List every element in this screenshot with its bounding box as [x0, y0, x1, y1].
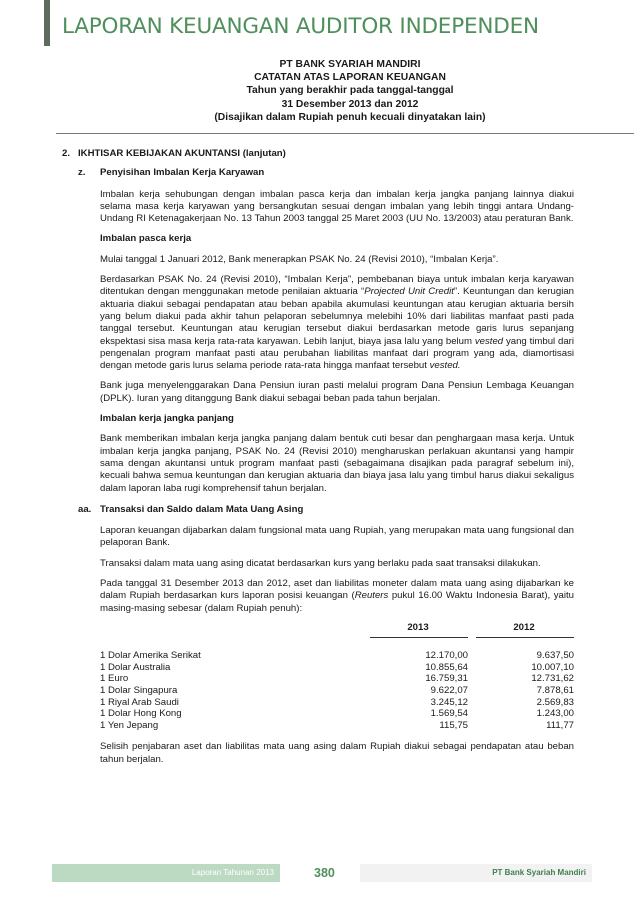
- rate-2013: 10.855,64: [425, 661, 468, 673]
- exchange-rates-table: [100, 650, 574, 731]
- currency-name: 1 Dolar Hong Kong: [100, 708, 182, 720]
- column-header-2013: 2013: [407, 621, 429, 633]
- currency-name: 1 Dolar Amerika Serikat: [100, 650, 201, 662]
- text-run: Berdasarkan PSAK No. 24 (Revisi 2010), “Imbalan Kerja”, pembebanan biaya untuk imbalan kerja karyawan ditentukan dengan menggunakan metode penilaian aktuaria “: [100, 274, 574, 298]
- subsection-letter: aa.: [78, 503, 92, 515]
- currency-name: 1 Euro: [100, 673, 129, 685]
- currency-name: 1 Riyal Arab Saudi: [100, 696, 179, 708]
- subsection-letter: z.: [78, 167, 86, 179]
- italic-term: vested: [474, 335, 504, 347]
- paragraph: [100, 578, 574, 615]
- rate-2013: 12.170,00: [425, 650, 468, 662]
- text-run: Pada tanggal 31 Desember 2013 dan 2012, aset dan liabilitas moneter dalam mata uang asing dijabarkan ke dalam Rupiah berdasarkan kurs laporan posisi keuangan (: [100, 578, 574, 602]
- rate-2012: 10.007,10: [531, 661, 574, 673]
- minor-heading: Imbalan pasca kerja: [100, 233, 192, 245]
- table-row: [100, 697, 574, 709]
- text-run: ”. Keuntungan dan kerugian aktuaria diakui sebagai pendapatan atau beban apabila akumulasi keuntungan atau kerugian aktuaria bersih yang belum diakui pada akhir tahun pelaporan sebelumnya melebihi 10% dari liabilitas manfaat pasti pada tanggal tersebut. Keuntungan atau kerugian tersebut diakui berdasarkan metode garis lurus sepanjang ekspektasi sisa masa kerja rata-rata karyawan. Lebih lanjut, biaya jasa lalu yang belum: [100, 286, 575, 347]
- table-row: [100, 662, 574, 674]
- rate-2013: 1.569,54: [430, 708, 468, 720]
- page-content: [62, 148, 574, 766]
- rate-2012: 2.569,83: [536, 696, 574, 708]
- table-row: [100, 673, 574, 685]
- italic-term: Projected Unit Credit: [364, 286, 454, 298]
- statement-header: [62, 58, 638, 124]
- footer-report-name: Laporan Tahunan 2013: [52, 864, 280, 882]
- page-number: 380: [314, 866, 335, 880]
- rate-2013: 3.245,12: [430, 696, 468, 708]
- paragraph: [100, 274, 574, 372]
- section-number: 2.: [62, 148, 71, 159]
- subsection-aa-body: [100, 525, 574, 766]
- section-title: IKHTISAR KEBIJAKAN AKUNTANSI (lanjutan): [78, 148, 286, 159]
- rate-2012: 9.637,50: [536, 650, 574, 662]
- currency-name: 1 Dolar Singapura: [100, 684, 178, 696]
- page-footer: [0, 864, 638, 882]
- header-divider: [56, 133, 634, 134]
- text-run: pukul 16.00 Waktu Indonesia Barat), yaitu masing-masing sebesar (dalam Rupiah penuh):: [100, 590, 574, 614]
- rate-2012: 7.878,61: [536, 684, 574, 696]
- rule-2012: [476, 637, 574, 638]
- paragraph: Bank memberikan imbalan kerja jangka panjang dalam bentuk cuti besar dan penghargaan masa kerja. Untuk imbalan kerja jangka panjang, PSAK No. 24 (Revisi 2010) mengharuskan perlakuan akuntansi yang hampir sama dengan akuntansi untuk program manfaat pasti (sebagaimana disajikan pada paragraf sebelum ini), kecuali bahwa semua keuntungan dan kerugian aktuaria dan biaya jasa lalu yang timbul harus diakui sekaligus dalam laporan laba rugi komprehensif tahun berjalan.: [100, 433, 574, 494]
- company-name: PT BANK SYARIAH MANDIRI: [279, 59, 421, 70]
- paragraph: Mulai tanggal 1 Januari 2012, Bank menerapkan PSAK No. 24 (Revisi 2010), “Imbalan Kerja”.: [100, 253, 499, 265]
- table-row: [100, 650, 574, 662]
- rate-2012: 111,77: [546, 719, 574, 731]
- italic-term: Reuters: [354, 590, 389, 602]
- currency-name: 1 Yen Jepang: [100, 719, 159, 731]
- paragraph: Imbalan kerja sehubungan dengan imbalan pasca kerja dan imbalan kerja jangka panjang lainnya diakui selama masa kerja karyawan yang bersangkutan sesuai dengan imbalan yang lebih tinggi antara Undang-Undang RI Ketenagakerjaan No. 13 Tahun 2003 tanggal 25 Maret 2003 (UU No. 13/2003) atau peraturan Bank.: [100, 188, 574, 225]
- rule-2013: [370, 637, 468, 638]
- rates-header-rule: [100, 637, 574, 638]
- rate-2012: 1.243,00: [536, 708, 574, 720]
- section-heading: [62, 148, 574, 160]
- table-row: [100, 685, 574, 697]
- title-accent-bar: [44, 0, 50, 46]
- paragraph: Bank juga menyelenggarakan Dana Pensiun iuran pasti melalui program Dana Pensiun Lembaga Keuangan (DPLK). Iuran yang ditanggung Bank diakui sebagai beban pada tahun berjalan.: [100, 380, 574, 404]
- report-title: LAPORAN KEUANGAN AUDITOR INDEPENDEN: [62, 14, 539, 39]
- subsection-aa-heading: [78, 504, 574, 516]
- footer-company-name: PT Bank Syariah Mandiri: [360, 864, 592, 882]
- date-line: 31 Desember 2013 dan 2012: [281, 98, 419, 110]
- table-row: [100, 708, 574, 720]
- presentation-note: (Disajikan dalam Rupiah penuh kecuali dinyatakan lain): [214, 111, 486, 123]
- text-run: yang timbul dari pengenalan program manfaat pasti atau perubahan liabilitas manfaat dari program yang ada, diamortisasi dengan metode garis lurus selama periode rata-rata hingga manfaat tersebut: [100, 335, 574, 372]
- currency-name: 1 Dolar Australia: [100, 661, 171, 673]
- subsection-z-body: [100, 189, 574, 495]
- paragraph: Transaksi dalam mata uang asing dicatat berdasarkan kurs yang berlaku pada saat transaksi dilakukan.: [100, 557, 541, 569]
- rate-2013: 115,75: [439, 719, 468, 731]
- subsection-title: Transaksi dan Saldo dalam Mata Uang Asing: [100, 503, 304, 515]
- minor-heading: Imbalan kerja jangka panjang: [100, 413, 234, 425]
- rate-2013: 9.622,07: [430, 684, 468, 696]
- document-title: CATATAN ATAS LAPORAN KEUANGAN: [254, 72, 446, 84]
- subsection-z-heading: [78, 167, 574, 179]
- subsection-title: Penyisihan Imbalan Kerja Karyawan: [100, 167, 265, 179]
- rate-2012: 12.731,62: [531, 673, 574, 685]
- rates-table-header: [100, 622, 574, 634]
- rate-2013: 16.759,31: [425, 673, 468, 685]
- italic-term: vested.: [429, 360, 461, 372]
- table-row: [100, 720, 574, 732]
- paragraph: Selisih penjabaran aset dan liabilitas mata uang asing dalam Rupiah diakui sebagai pendapatan atau beban tahun berjalan.: [100, 741, 574, 765]
- column-header-2012: 2012: [513, 621, 535, 633]
- period-line: Tahun yang berakhir pada tanggal-tanggal: [246, 85, 454, 97]
- paragraph: Laporan keuangan dijabarkan dalam fungsional mata uang Rupiah, yang merupakan mata uang fungsional dan pelaporan Bank.: [100, 525, 574, 549]
